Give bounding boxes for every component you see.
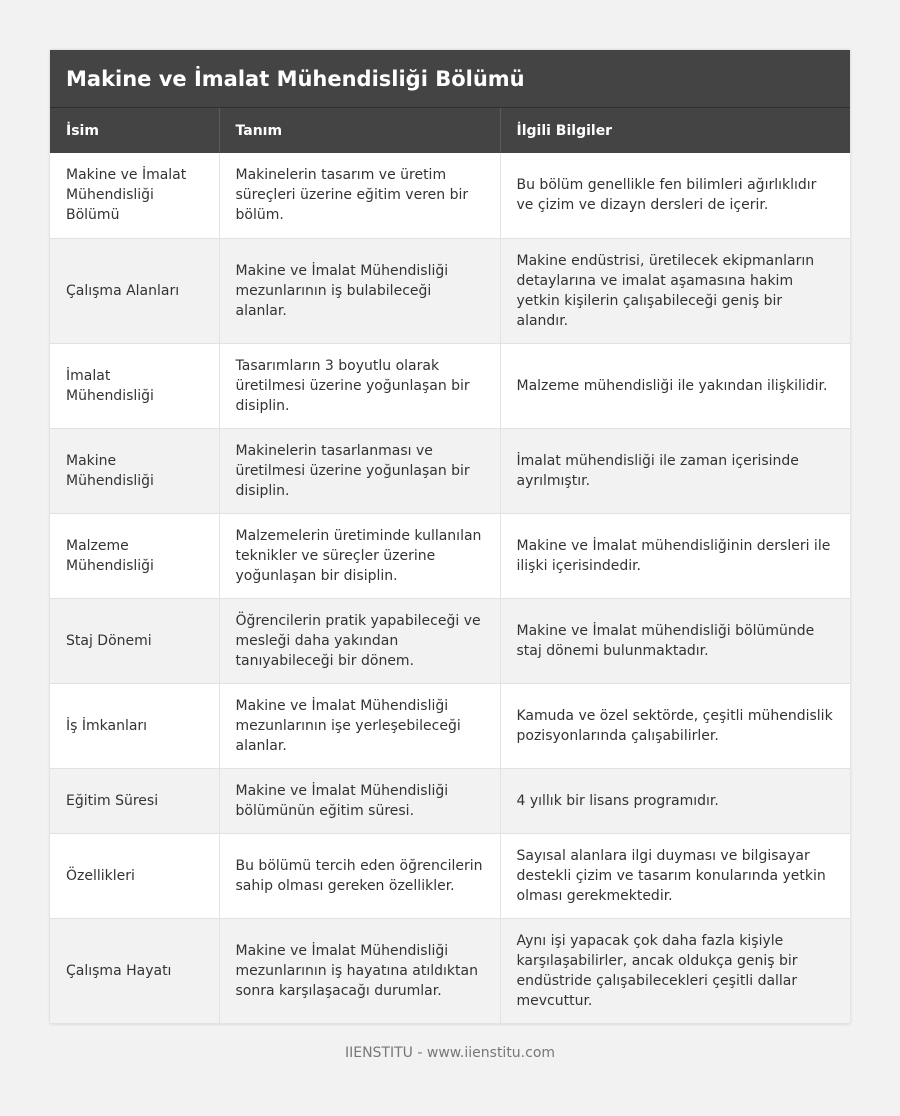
cell-info: Malzeme mühendisliği ile yakından ilişkilidir.	[500, 343, 850, 428]
cell-name: Malzeme Mühendisliği	[50, 513, 219, 598]
cell-info: 4 yıllık bir lisans programıdır.	[500, 768, 850, 833]
cell-definition: Makinelerin tasarlanması ve üretilmesi üzerine yoğunlaşan bir disiplin.	[219, 428, 500, 513]
table-row	[50, 343, 850, 428]
cell-definition: Öğrencilerin pratik yapabileceği ve mesleği daha yakından tanıyabileceği bir dönem.	[219, 598, 500, 683]
cell-info: Sayısal alanlara ilgi duyması ve bilgisayar destekli çizim ve tasarım konularında yetkin olması gerekmektedir.	[500, 833, 850, 918]
table-row	[50, 598, 850, 683]
cell-info: Makine ve İmalat mühendisliği bölümünde staj dönemi bulunmaktadır.	[500, 598, 850, 683]
table-row	[50, 918, 850, 1023]
footer-credit: IIENSTITU - www.iienstitu.com	[344, 1045, 556, 1061]
column-header-name: İsim	[50, 108, 219, 153]
table-title: Makine ve İmalat Mühendisliği Bölümü	[50, 50, 850, 108]
cell-definition: Makine ve İmalat Mühendisliği mezunlarının iş bulabileceği alanlar.	[219, 238, 500, 343]
info-table	[50, 108, 850, 1024]
table-header-row	[50, 108, 850, 153]
column-header-definition: Tanım	[219, 108, 500, 153]
table-row	[50, 768, 850, 833]
table-row	[50, 428, 850, 513]
cell-name: Makine Mühendisliği	[50, 428, 219, 513]
cell-name: Staj Dönemi	[50, 598, 219, 683]
cell-info: Bu bölüm genellikle fen bilimleri ağırlıklıdır ve çizim ve dizayn dersleri de içerir.	[500, 153, 850, 238]
cell-info: İmalat mühendisliği ile zaman içerisinde ayrılmıştır.	[500, 428, 850, 513]
cell-name: İş İmkanları	[50, 683, 219, 768]
table-card	[50, 50, 850, 1024]
cell-info: Makine endüstrisi, üretilecek ekipmanların detaylarına ve imalat aşamasına hakim yetkin kişilerin çalışabileceği geniş bir alandır.	[500, 238, 850, 343]
table-row	[50, 683, 850, 768]
cell-name: Özellikleri	[50, 833, 219, 918]
cell-info: Makine ve İmalat mühendisliğinin dersleri ile ilişki içerisindedir.	[500, 513, 850, 598]
column-header-info: İlgili Bilgiler	[500, 108, 850, 153]
table-row	[50, 513, 850, 598]
table-row	[50, 238, 850, 343]
cell-name: Çalışma Hayatı	[50, 918, 219, 1023]
cell-definition: Makine ve İmalat Mühendisliği mezunlarının iş hayatına atıldıktan sonra karşılaşacağı durumlar.	[219, 918, 500, 1023]
cell-info: Kamuda ve özel sektörde, çeşitli mühendislik pozisyonlarında çalışabilirler.	[500, 683, 850, 768]
cell-definition: Makine ve İmalat Mühendisliği mezunlarının işe yerleşebileceği alanlar.	[219, 683, 500, 768]
cell-info: Aynı işi yapacak çok daha fazla kişiyle karşılaşabilirler, ancak oldukça geniş bir endüstride çalışabilecekleri çeşitli dallar mevcuttur.	[500, 918, 850, 1023]
cell-name: Makine ve İmalat Mühendisliği Bölümü	[50, 153, 219, 238]
cell-name: İmalat Mühendisliği	[50, 343, 219, 428]
cell-definition: Malzemelerin üretiminde kullanılan teknikler ve süreçler üzerine yoğunlaşan bir disiplin.	[219, 513, 500, 598]
cell-definition: Makine ve İmalat Mühendisliği bölümünün eğitim süresi.	[219, 768, 500, 833]
table-row	[50, 833, 850, 918]
cell-definition: Makinelerin tasarım ve üretim süreçleri üzerine eğitim veren bir bölüm.	[219, 153, 500, 238]
cell-name: Çalışma Alanları	[50, 238, 219, 343]
cell-definition: Tasarımların 3 boyutlu olarak üretilmesi üzerine yoğunlaşan bir disiplin.	[219, 343, 500, 428]
cell-definition: Bu bölümü tercih eden öğrencilerin sahip olması gereken özellikler.	[219, 833, 500, 918]
table-row	[50, 153, 850, 238]
cell-name: Eğitim Süresi	[50, 768, 219, 833]
